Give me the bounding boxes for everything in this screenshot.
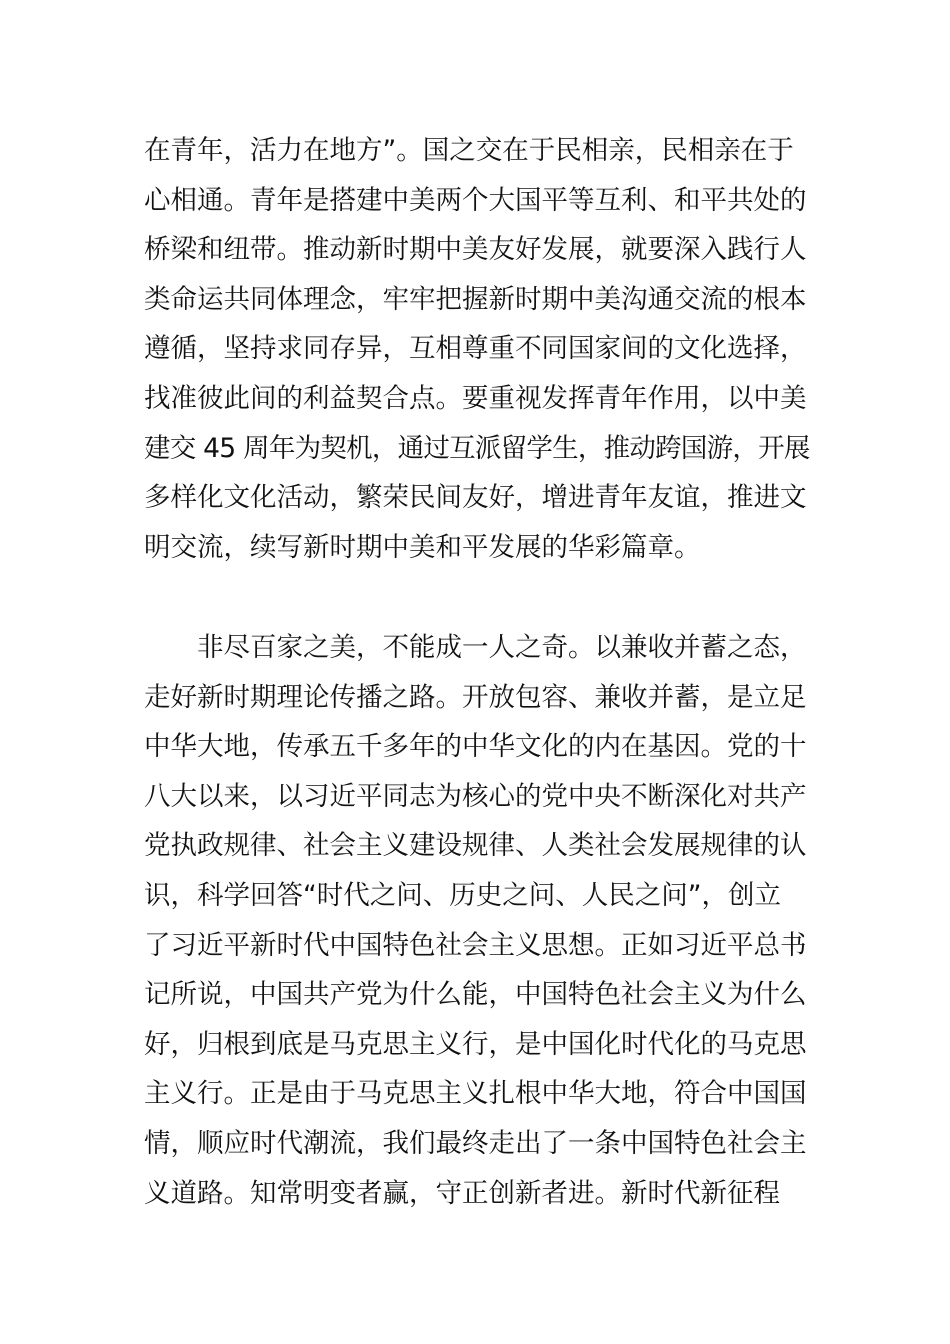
text-line: 遵循，坚持求同存异，互相尊重不同国家间的文化选择，: [144, 333, 807, 365]
text-line: 找准彼此间的利益契合点。要重视发挥青年作用，以中美: [144, 382, 807, 414]
text-line: 八大以来，以习近平同志为核心的党中央不断深化对共产: [144, 780, 807, 812]
text-line: 党执政规律、社会主义建设规律、人类社会发展规律的认: [144, 830, 807, 862]
text-line: 中华大地，传承五千多年的中华文化的内在基因。党的十: [144, 731, 807, 763]
paragraph-1: [144, 126, 814, 572]
text-line: 心相通。青年是搭建中美两个大国平等互利、和平共处的: [144, 184, 807, 216]
text-line: 类命运共同体理念，牢牢把握新时期中美沟通交流的根本: [144, 283, 807, 315]
text-line: 主义行。正是由于马克思主义扎根中华大地，符合中国国: [144, 1078, 807, 1110]
text-line: 桥梁和纽带。推动新时期中美友好发展，就要深入践行人: [144, 234, 807, 266]
text-line: 多样化文化活动，繁荣民间友好，增进青年友谊，推进文: [144, 482, 807, 514]
text-line: 识，科学回答“时代之问、历史之问、人民之问”，创立: [144, 879, 781, 911]
text-line: 明交流，续写新时期中美和平发展的华彩篇章。: [144, 531, 701, 563]
text-line: 在青年，活力在地方”。国之交在于民相亲，民相亲在于: [144, 135, 794, 166]
text-line: 好，归根到底是马克思主义行，是中国化时代化的马克思: [144, 1028, 807, 1060]
text-line: 记所说，中国共产党为什么能，中国特色社会主义为什么: [144, 979, 807, 1011]
paragraph-2: [144, 623, 814, 1218]
text-line: 建交 45 周年为契机，通过互派留学生，推动跨国游，开展: [144, 432, 810, 464]
text-line: 义道路。知常明变者赢，守正创新者进。新时代新征程: [144, 1177, 780, 1209]
text-line: 情，顺应时代潮流，我们最终走出了一条中国特色社会主: [144, 1127, 807, 1159]
text-line: 走好新时期理论传播之路。开放包容、兼收并蓄，是立足: [144, 681, 807, 713]
text-line-first-indented: 非尽百家之美，不能成一人之奇。以兼收并蓄之态，: [197, 632, 807, 663]
text-line: 了习近平新时代中国特色社会主义思想。正如习近平总书: [144, 929, 807, 961]
